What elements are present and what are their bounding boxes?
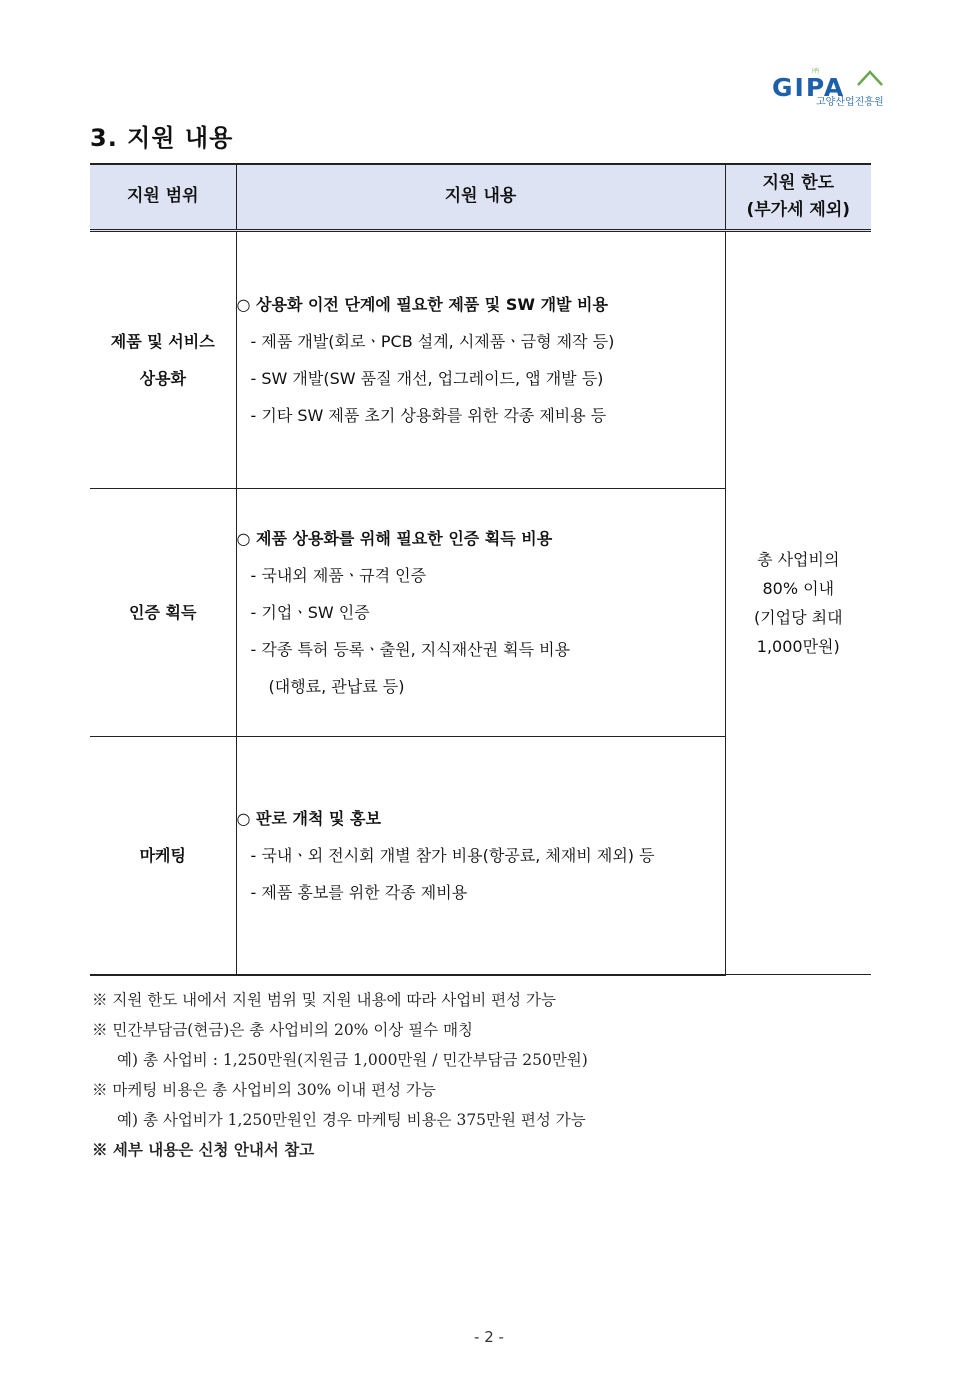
section-title: 3. 지원 내용 (90, 124, 234, 152)
detail-cell (236, 737, 725, 975)
scope-label: 인증 획득 (129, 603, 197, 622)
note-example: 예) 총 사업비 : 1,250만원(지원금 1,000만원 / 민간부담금 250만원) (117, 1051, 588, 1069)
detail-heading: ○ 판로 개척 및 홍보 (236, 808, 381, 828)
header-limit-line1: 지원 한도 (762, 172, 835, 193)
note-example: 예) 총 사업비가 1,250만원인 경우 마케팅 비용은 375만원 편성 가능 (117, 1111, 586, 1129)
page-number: - 2 - (474, 1328, 504, 1346)
detail-heading: ○ 상용화 이전 단계에 필요한 제품 및 SW 개발 비용 (236, 295, 608, 314)
header-scope: 지원 범위 (90, 164, 236, 231)
logo-mark: ㈜ (812, 67, 819, 75)
limit-cell (725, 231, 871, 975)
detail-item: - 기타 SW 제품 초기 상용화를 위한 각종 제비용 등 (250, 406, 607, 425)
limit-line: 총 사업비의 (757, 550, 840, 569)
note-item: ※ 세부 내용은 신청 안내서 참고 (92, 1140, 315, 1159)
detail-item: - 국내외 제품ㆍ규격 인증 (250, 566, 427, 585)
detail-item: - 각종 특허 등록ㆍ출원, 지식재산권 획득 비용 (250, 640, 571, 659)
logo-subtitle: 고양산업진흥원 (816, 97, 884, 108)
detail-item: - 제품 홍보를 위한 각종 제비용 (250, 882, 468, 902)
logo-text: GIPA (772, 73, 846, 102)
scope-cell (90, 737, 236, 975)
scope-label: 마케팅 (139, 845, 186, 865)
detail-heading: ○ 제품 상용화를 위해 필요한 인증 획득 비용 (236, 529, 553, 548)
header-limit-line2: (부가세 제외) (746, 200, 851, 220)
detail-item: - SW 개발(SW 품질 개선, 업그레이드, 앱 개발 등) (250, 369, 604, 388)
limit-line: 1,000만원) (756, 637, 840, 656)
note-item: ※ 지원 한도 내에서 지원 범위 및 지원 내용에 따라 사업비 편성 가능 (92, 991, 556, 1009)
scope-label: 제품 및 서비스 (110, 332, 215, 351)
scope-label: 상용화 (139, 369, 186, 388)
scope-cell (90, 489, 236, 737)
note-item: ※ 민간부담금(현금)은 총 사업비의 20% 이상 필수 매칭 (92, 1021, 474, 1039)
table-header-row (90, 164, 871, 231)
detail-item: - 국내ㆍ외 전시회 개별 참가 비용(항공료, 체재비 제외) 등 (250, 845, 655, 865)
header-limit (725, 164, 871, 231)
scope-cell (90, 231, 236, 489)
header-content: 지원 내용 (236, 164, 725, 231)
note-item: ※ 마케팅 비용은 총 사업비의 30% 이내 편성 가능 (92, 1081, 436, 1099)
detail-item: - 기업ㆍSW 인증 (250, 603, 370, 622)
detail-cell (236, 231, 725, 489)
gipa-logo (770, 64, 900, 108)
detail-item: - 제품 개발(회로ㆍPCB 설계, 시제품ㆍ금형 제작 등) (250, 332, 615, 351)
support-table (90, 163, 871, 976)
detail-item-continuation: (대행료, 관납료 등) (268, 677, 405, 696)
limit-line: (기업당 최대 (753, 608, 843, 627)
detail-cell (236, 489, 725, 737)
notes-list (92, 985, 588, 1165)
table-row (90, 231, 871, 489)
limit-line: 80% 이내 (762, 579, 835, 598)
